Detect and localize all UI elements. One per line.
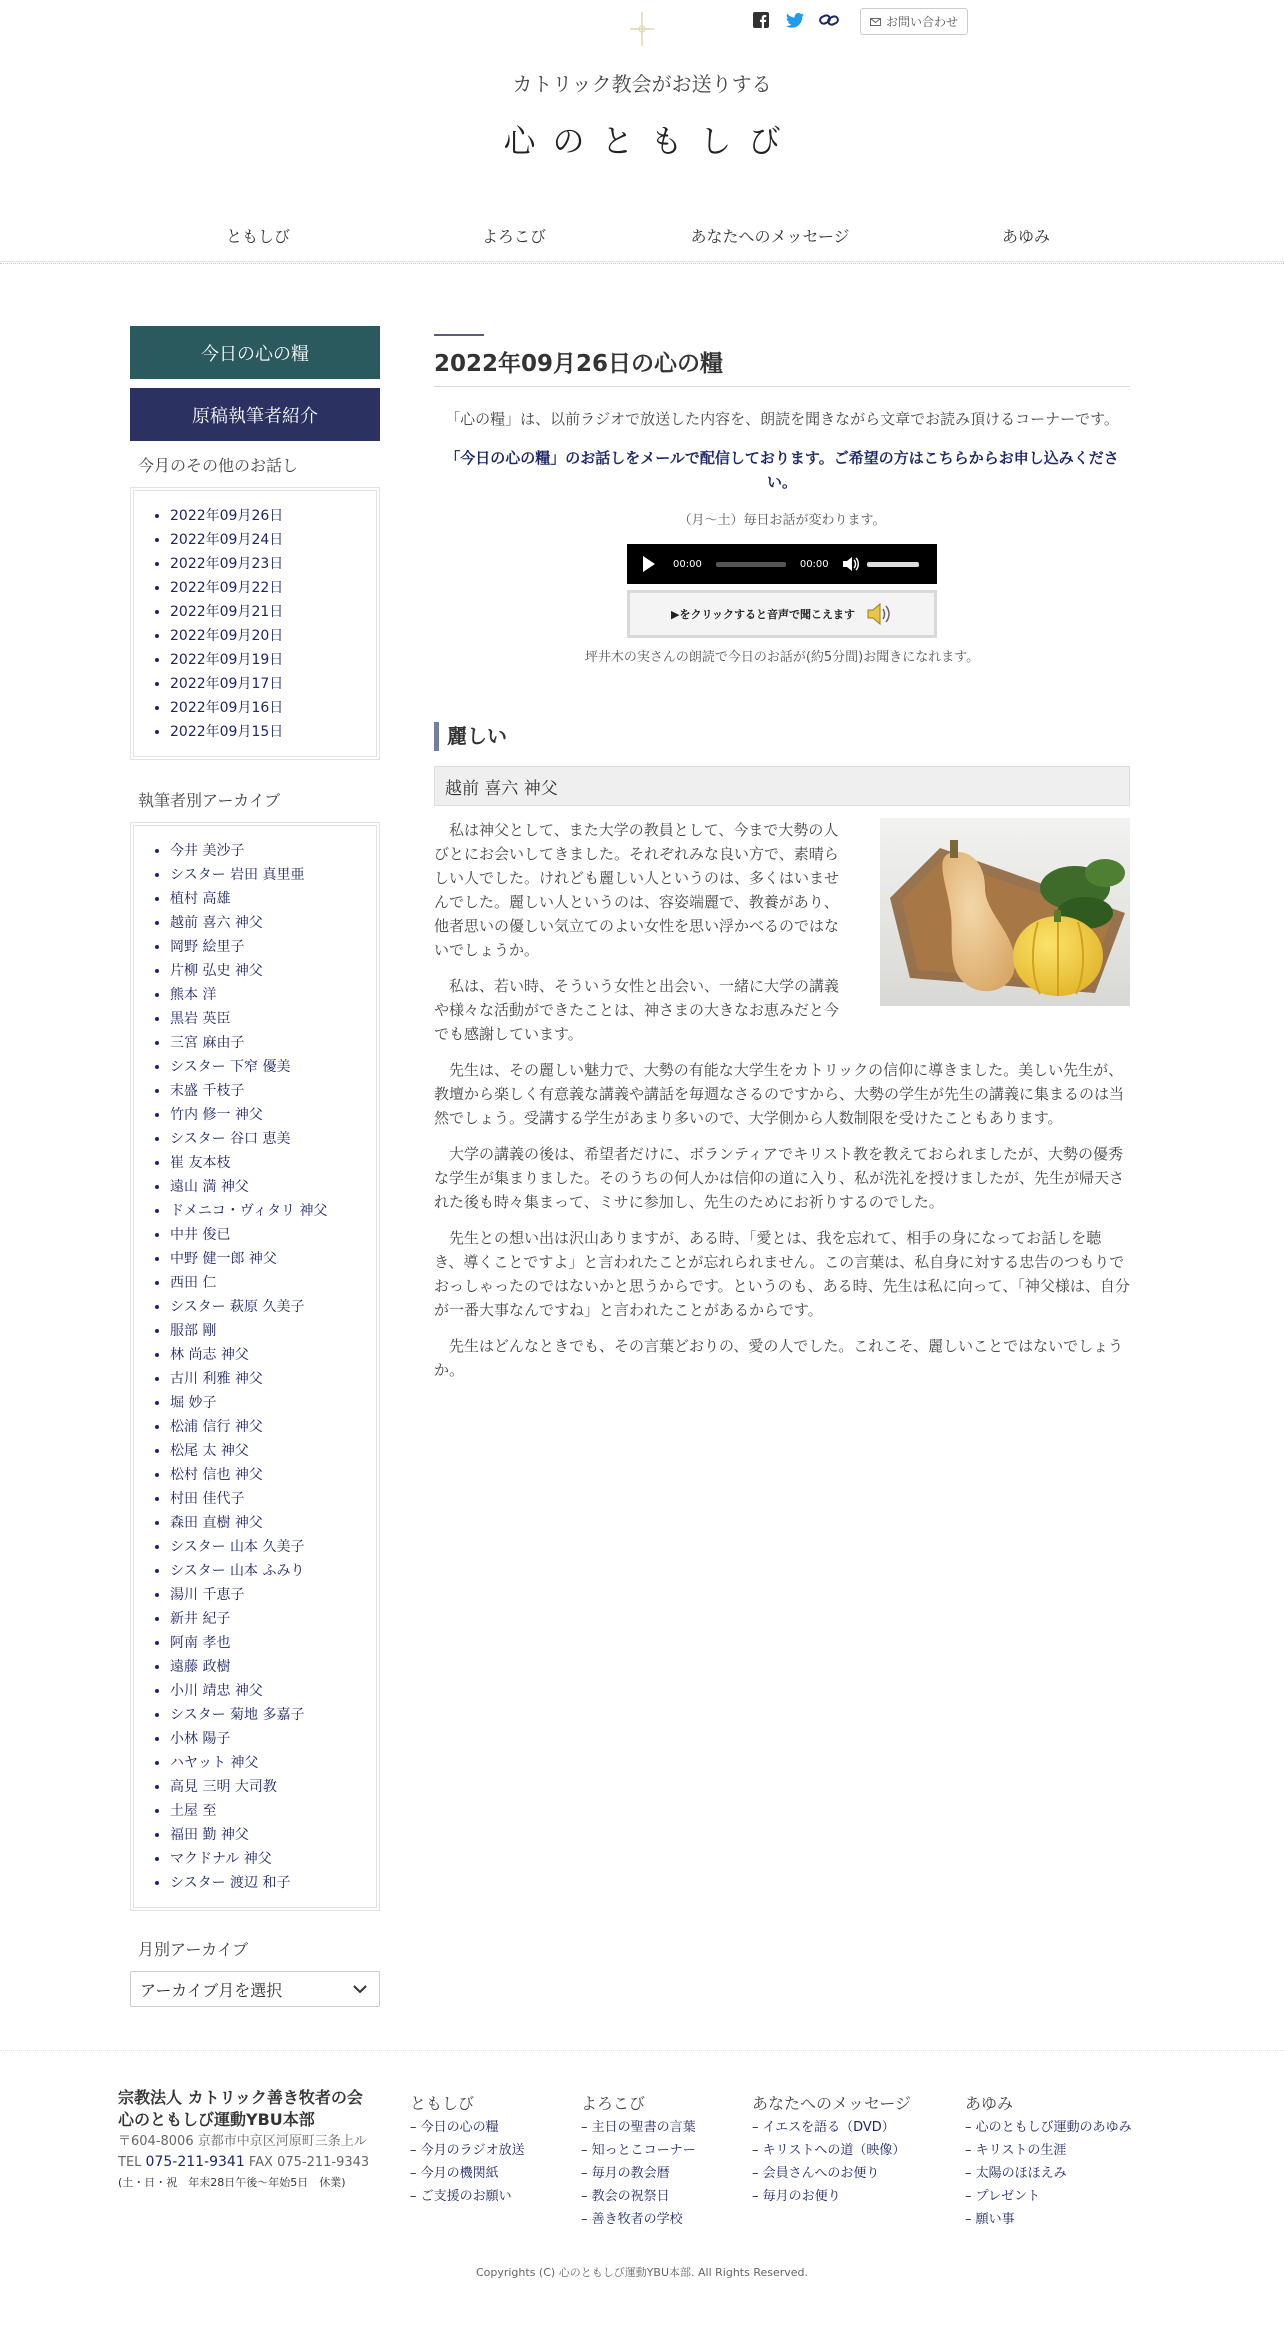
site-title[interactable]: 心のともしび xyxy=(503,122,798,160)
story-paragraph: 私は神父として、また大学の教員として、今まで大勢の人びとにお会いしてきました。それぞれみな良い方で、素晴らしい人でした。けれども麗しい人というのは、多くはいませんでした。麗しい人というのは、容姿端麗で、教養があり、他者思いの優しい気立てのよい女性を思い浮かべるのではないでしょうか。 xyxy=(434,821,840,959)
author-archive-link[interactable]: • 森田 直樹 神父 xyxy=(170,1511,366,1535)
author-archive-link[interactable]: • 古川 利雅 神父 xyxy=(170,1367,366,1391)
month-story-link[interactable]: • 2022年09月20日 xyxy=(170,624,366,648)
nav-item-yorokobi[interactable]: よろこび xyxy=(481,227,546,246)
author-archive-link[interactable]: • 植村 高雄 xyxy=(170,887,366,911)
author-archive-link[interactable]: • シスター 山本 ふみり xyxy=(170,1559,366,1583)
footer-divider xyxy=(0,2050,1284,2051)
facebook-icon[interactable] xyxy=(750,10,772,30)
nav-item-message[interactable]: あなたへのメッセージ xyxy=(690,227,850,246)
author-archive-link[interactable]: • 堀 妙子 xyxy=(170,1391,366,1415)
author-archive-link[interactable]: • 高見 三明 大司教 xyxy=(170,1775,366,1799)
author-archive-link[interactable]: • 岡野 絵里子 xyxy=(170,935,366,959)
footer-link[interactable]: – 心のともしび運動のあゆみ xyxy=(965,2116,1132,2139)
author-archive-link[interactable]: • 小林 陽子 xyxy=(170,1727,366,1751)
author-archive-link[interactable]: • 崔 友本枝 xyxy=(170,1151,366,1175)
main-content xyxy=(434,334,1130,1394)
story-paragraph: 先生との想い出は沢山ありますが、ある時、「愛とは、我を忘れて、相手の身になってお話しを聴き、導くことですよ」と言われたことが忘れられません。この言葉は、私自身に対する忠告のつもりでおっしゃったのではないかと思うからです。というのも、ある時、先生は私に向って、「神父様は、自分が一番大事なんですね」と言われたことがあるからです。 xyxy=(434,1229,1130,1319)
story-paragraph: 大学の講義の後は、希望者だけに、ボランティアでキリスト教を教えておられましたが、大勢の優秀な学生が集まりました。そのうちの何人かは信仰の道に入り、私が洗礼を授けましたが、先生が帰天された後も時々集まって、ミサに参加し、先生のためにお祈りするのでした。 xyxy=(434,1145,1125,1211)
author-archive-link[interactable]: • 遠山 満 神父 xyxy=(170,1175,366,1199)
footer-link[interactable]: – 教会の祝祭日 xyxy=(581,2185,696,2208)
sidebar xyxy=(130,326,380,2007)
tel-label: TEL xyxy=(118,2155,142,2170)
author-archive-link[interactable]: • 福田 勤 神父 xyxy=(170,1823,366,1847)
mail-icon xyxy=(870,18,881,26)
author-archive-link[interactable]: • 土屋 至 xyxy=(170,1799,366,1823)
footer-col-message xyxy=(752,2091,911,2208)
squash-photo xyxy=(880,818,1130,1006)
footer-col-links xyxy=(752,2116,911,2208)
contact-label: お問い合わせ xyxy=(885,15,958,29)
nav-item-ayumi[interactable]: あゆみ xyxy=(1001,227,1050,246)
twitter-icon[interactable] xyxy=(784,10,806,30)
monthly-archive-title: 月別アーカイブ xyxy=(138,1940,249,1959)
month-story-link[interactable]: • 2022年09月24日 xyxy=(170,528,366,552)
footer-link[interactable]: – 今月の機関紙 xyxy=(410,2162,525,2185)
footer-link[interactable]: – 善き牧者の学校 xyxy=(581,2208,696,2231)
footer-link[interactable]: – ご支援のお願い xyxy=(410,2185,525,2208)
footer-link[interactable]: – 毎月のお便り xyxy=(752,2185,911,2208)
month-story-link[interactable]: • 2022年09月26日 xyxy=(170,504,366,528)
org-address: 〒604-8006 京都市中京区河原町三条上ル xyxy=(118,2134,367,2149)
footer-link[interactable]: – キリストへの道（映像） xyxy=(752,2139,911,2162)
author-archive-link[interactable]: • シスター 下窄 優美 xyxy=(170,1055,366,1079)
footer-col-links xyxy=(965,2116,1132,2231)
story-title: 麗しい xyxy=(434,722,1130,751)
link-icon[interactable] xyxy=(818,10,840,30)
month-story-link[interactable]: • 2022年09月22日 xyxy=(170,576,366,600)
author-archive-link[interactable]: • 黒岩 英臣 xyxy=(170,1007,366,1031)
author-archive-link[interactable]: • 竹内 修一 神父 xyxy=(170,1103,366,1127)
footer-link[interactable]: – 主日の聖書の言葉 xyxy=(581,2116,696,2139)
author-archive-link[interactable]: • 松浦 信行 神父 xyxy=(170,1415,366,1439)
audio-current-time: 00:00 xyxy=(673,558,702,570)
month-story-link[interactable]: • 2022年09月16日 xyxy=(170,696,366,720)
org-subname: 心のともしび運動YBU本部 xyxy=(118,2110,315,2129)
today-kokoronokate-button[interactable]: 今日の心の糧 xyxy=(130,326,380,379)
author-archive-link[interactable]: • シスター 菊地 多嘉子 xyxy=(170,1703,366,1727)
author-archive-link[interactable]: • 西田 仁 xyxy=(170,1271,366,1295)
speaker-icon xyxy=(867,602,893,626)
author-archive-link[interactable]: • 林 尚志 神父 xyxy=(170,1343,366,1367)
intro-text: 「心の糧」は、以前ラジオで放送した内容を、朗読を聞きながら文章でお読み頂けるコーナーです。 xyxy=(445,410,1119,428)
page-title: 2022年09月26日の心の糧 xyxy=(434,336,1130,387)
social-links xyxy=(750,9,852,31)
org-phone xyxy=(118,2152,388,2173)
tel-number[interactable]: 075-211-9341 xyxy=(145,2154,245,2170)
mail-subscribe-link[interactable]: 「今日の心の糧」のお話しをメールで配信しております。ご希望の方はこちらからお申し込みください。 xyxy=(445,449,1119,491)
contact-button[interactable] xyxy=(860,8,968,35)
author-archive-link[interactable]: • 熊本 洋 xyxy=(170,983,366,1007)
footer-col-links xyxy=(410,2116,525,2208)
month-stories-title: 今月のその他のお話し xyxy=(138,456,299,475)
footer-link[interactable]: – 太陽のほほえみ xyxy=(965,2162,1132,2185)
audio-player xyxy=(627,544,937,584)
author-archive-link[interactable]: • シスター 谷口 恵美 xyxy=(170,1127,366,1151)
archive-month-select[interactable] xyxy=(130,1971,380,2007)
story-body xyxy=(434,818,1130,1382)
author-archive-link[interactable]: • ドメニコ・ヴィタリ 神父 xyxy=(170,1199,366,1223)
author-archive-link[interactable]: • 今井 美沙子 xyxy=(170,839,366,863)
footer-col-title: ともしび xyxy=(410,2094,475,2113)
footer-col-links xyxy=(581,2116,696,2231)
footer-col-yorokobi xyxy=(581,2091,696,2231)
authors-intro-button[interactable]: 原稿執筆者紹介 xyxy=(130,388,380,441)
nav-item-tomoshibi[interactable]: ともしび xyxy=(225,227,290,246)
nav-divider xyxy=(0,261,1284,264)
footer-link[interactable]: – 会員さんへのお便り xyxy=(752,2162,911,2185)
month-story-link[interactable]: • 2022年09月17日 xyxy=(170,672,366,696)
author-archive-link[interactable]: • 小川 靖忠 神父 xyxy=(170,1679,366,1703)
author-archive-link[interactable]: • シスター 岩田 真里亜 xyxy=(170,863,366,887)
story-paragraph: 先生はどんなときでも、その言葉どおりの、愛の人でした。これこそ、麗しいことではないでしょうか。 xyxy=(434,1337,1124,1379)
story-author: 越前 喜六 神父 xyxy=(434,766,1130,806)
author-archive-list xyxy=(146,839,366,1895)
author-archive-link[interactable]: • マクドナル 神父 xyxy=(170,1847,366,1871)
story-paragraph: 先生は、その麗しい魅力で、大勢の有能な大学生をカトリックの信仰に導きました。美しい先生が、教壇から楽しく有意義な講義や講話を毎週なさるのですから、大勢の学生が先生の講義に集まるのは当然でしょう。受講する学生があまり多いので、大学側から人数制限を受けたこともあります。 xyxy=(434,1061,1125,1127)
global-nav xyxy=(130,224,1154,247)
author-archive-link[interactable]: • 松村 信也 神父 xyxy=(170,1463,366,1487)
footer-link[interactable]: – 今日の心の糧 xyxy=(410,2116,525,2139)
daily-note: （月～土）毎日お話が変わります。 xyxy=(678,513,886,528)
fax-number: FAX 075-211-9343 xyxy=(248,2155,370,2170)
author-archive-link[interactable]: • 中井 俊已 xyxy=(170,1223,366,1247)
archive-select-value: アーカイブ月を選択 xyxy=(140,1980,283,2000)
footer-org-info xyxy=(118,2087,388,2193)
footer-link[interactable]: – イエスを語る（DVD） xyxy=(752,2116,911,2139)
play-icon[interactable] xyxy=(643,556,655,572)
author-archive-link[interactable]: • 阿南 孝也 xyxy=(170,1631,366,1655)
author-archive-link[interactable]: • 新井 紀子 xyxy=(170,1607,366,1631)
month-story-link[interactable]: • 2022年09月15日 xyxy=(170,720,366,744)
footer-col-title: あゆみ xyxy=(965,2094,1014,2113)
copyright: Copyrights (C) 心のともしび運動YBU本部. All Rights Reserved. xyxy=(475,2266,809,2279)
cross-logo-icon xyxy=(630,12,654,46)
author-archive-box xyxy=(130,822,380,1911)
month-story-link[interactable]: • 2022年09月21日 xyxy=(170,600,366,624)
author-archive-link[interactable]: • シスター 渡辺 和子 xyxy=(170,1871,366,1895)
month-story-link[interactable]: • 2022年09月19日 xyxy=(170,648,366,672)
author-archive-link[interactable]: • 越前 喜六 神父 xyxy=(170,911,366,935)
footer-col-tomoshibi xyxy=(410,2091,525,2208)
story-paragraph: 私は、若い時、そういう女性と出会い、一緒に大学の講義や様々な活動ができたことは、神さまの大きなお恵みだと今でも感謝しています。 xyxy=(434,977,840,1043)
author-archive-link[interactable]: • 松尾 太 神父 xyxy=(170,1439,366,1463)
author-archive-title: 執筆者別アーカイブ xyxy=(138,791,281,810)
month-stories-box xyxy=(130,487,380,760)
author-archive-link[interactable]: • シスター 山本 久美子 xyxy=(170,1535,366,1559)
listen-guide-label: ▶をクリックすると音声で聞こえます xyxy=(670,608,856,621)
audio-progress-bar[interactable] xyxy=(716,562,786,567)
author-archive-link[interactable]: • 末盛 千枝子 xyxy=(170,1079,366,1103)
author-archive-link[interactable]: • 遠藤 政樹 xyxy=(170,1655,366,1679)
chevron-down-icon xyxy=(353,1985,367,1994)
author-archive-link[interactable]: • 村田 佳代子 xyxy=(170,1487,366,1511)
author-archive-link[interactable]: • 湯川 千恵子 xyxy=(170,1583,366,1607)
author-archive-link[interactable]: • シスター 萩原 久美子 xyxy=(170,1295,366,1319)
footer-link[interactable]: – 毎月の教会暦 xyxy=(581,2162,696,2185)
footer-link[interactable]: – 今月のラジオ放送 xyxy=(410,2139,525,2162)
site-tagline: カトリック教会がお送りする xyxy=(512,72,772,96)
audio-duration: 00:00 xyxy=(799,558,829,570)
footer-col-ayumi xyxy=(965,2091,1132,2231)
month-stories-list xyxy=(146,504,366,744)
org-hours: (土・日・祝 年末28日午後〜年始5日 休業) xyxy=(118,2176,346,2189)
author-archive-link[interactable]: • 三宮 麻由子 xyxy=(170,1031,366,1055)
footer-link[interactable]: – キリストの生涯 xyxy=(965,2139,1132,2162)
reader-note: 坪井木の実さんの朗読で今日のお話が(約5分間)お聞きになれます。 xyxy=(584,650,980,665)
footer-col-title: よろこび xyxy=(581,2094,646,2113)
footer-link[interactable]: – プレゼント xyxy=(965,2185,1132,2208)
footer-link[interactable]: – 願い事 xyxy=(965,2208,1132,2231)
author-archive-link[interactable]: • 服部 剛 xyxy=(170,1319,366,1343)
org-name: 宗教法人 カトリック善き牧者の会 xyxy=(118,2088,363,2107)
author-archive-link[interactable]: • 片柳 弘史 神父 xyxy=(170,959,366,983)
month-story-link[interactable]: • 2022年09月23日 xyxy=(170,552,366,576)
volume-icon[interactable] xyxy=(843,557,859,571)
listen-guide-banner xyxy=(627,590,937,638)
author-archive-link[interactable]: • ハヤット 神父 xyxy=(170,1751,366,1775)
footer-col-title: あなたへのメッセージ xyxy=(752,2094,912,2113)
author-archive-link[interactable]: • 中野 健一郎 神父 xyxy=(170,1247,366,1271)
footer-link[interactable]: – 知っとこコーナー xyxy=(581,2139,696,2162)
volume-slider[interactable] xyxy=(867,562,919,567)
